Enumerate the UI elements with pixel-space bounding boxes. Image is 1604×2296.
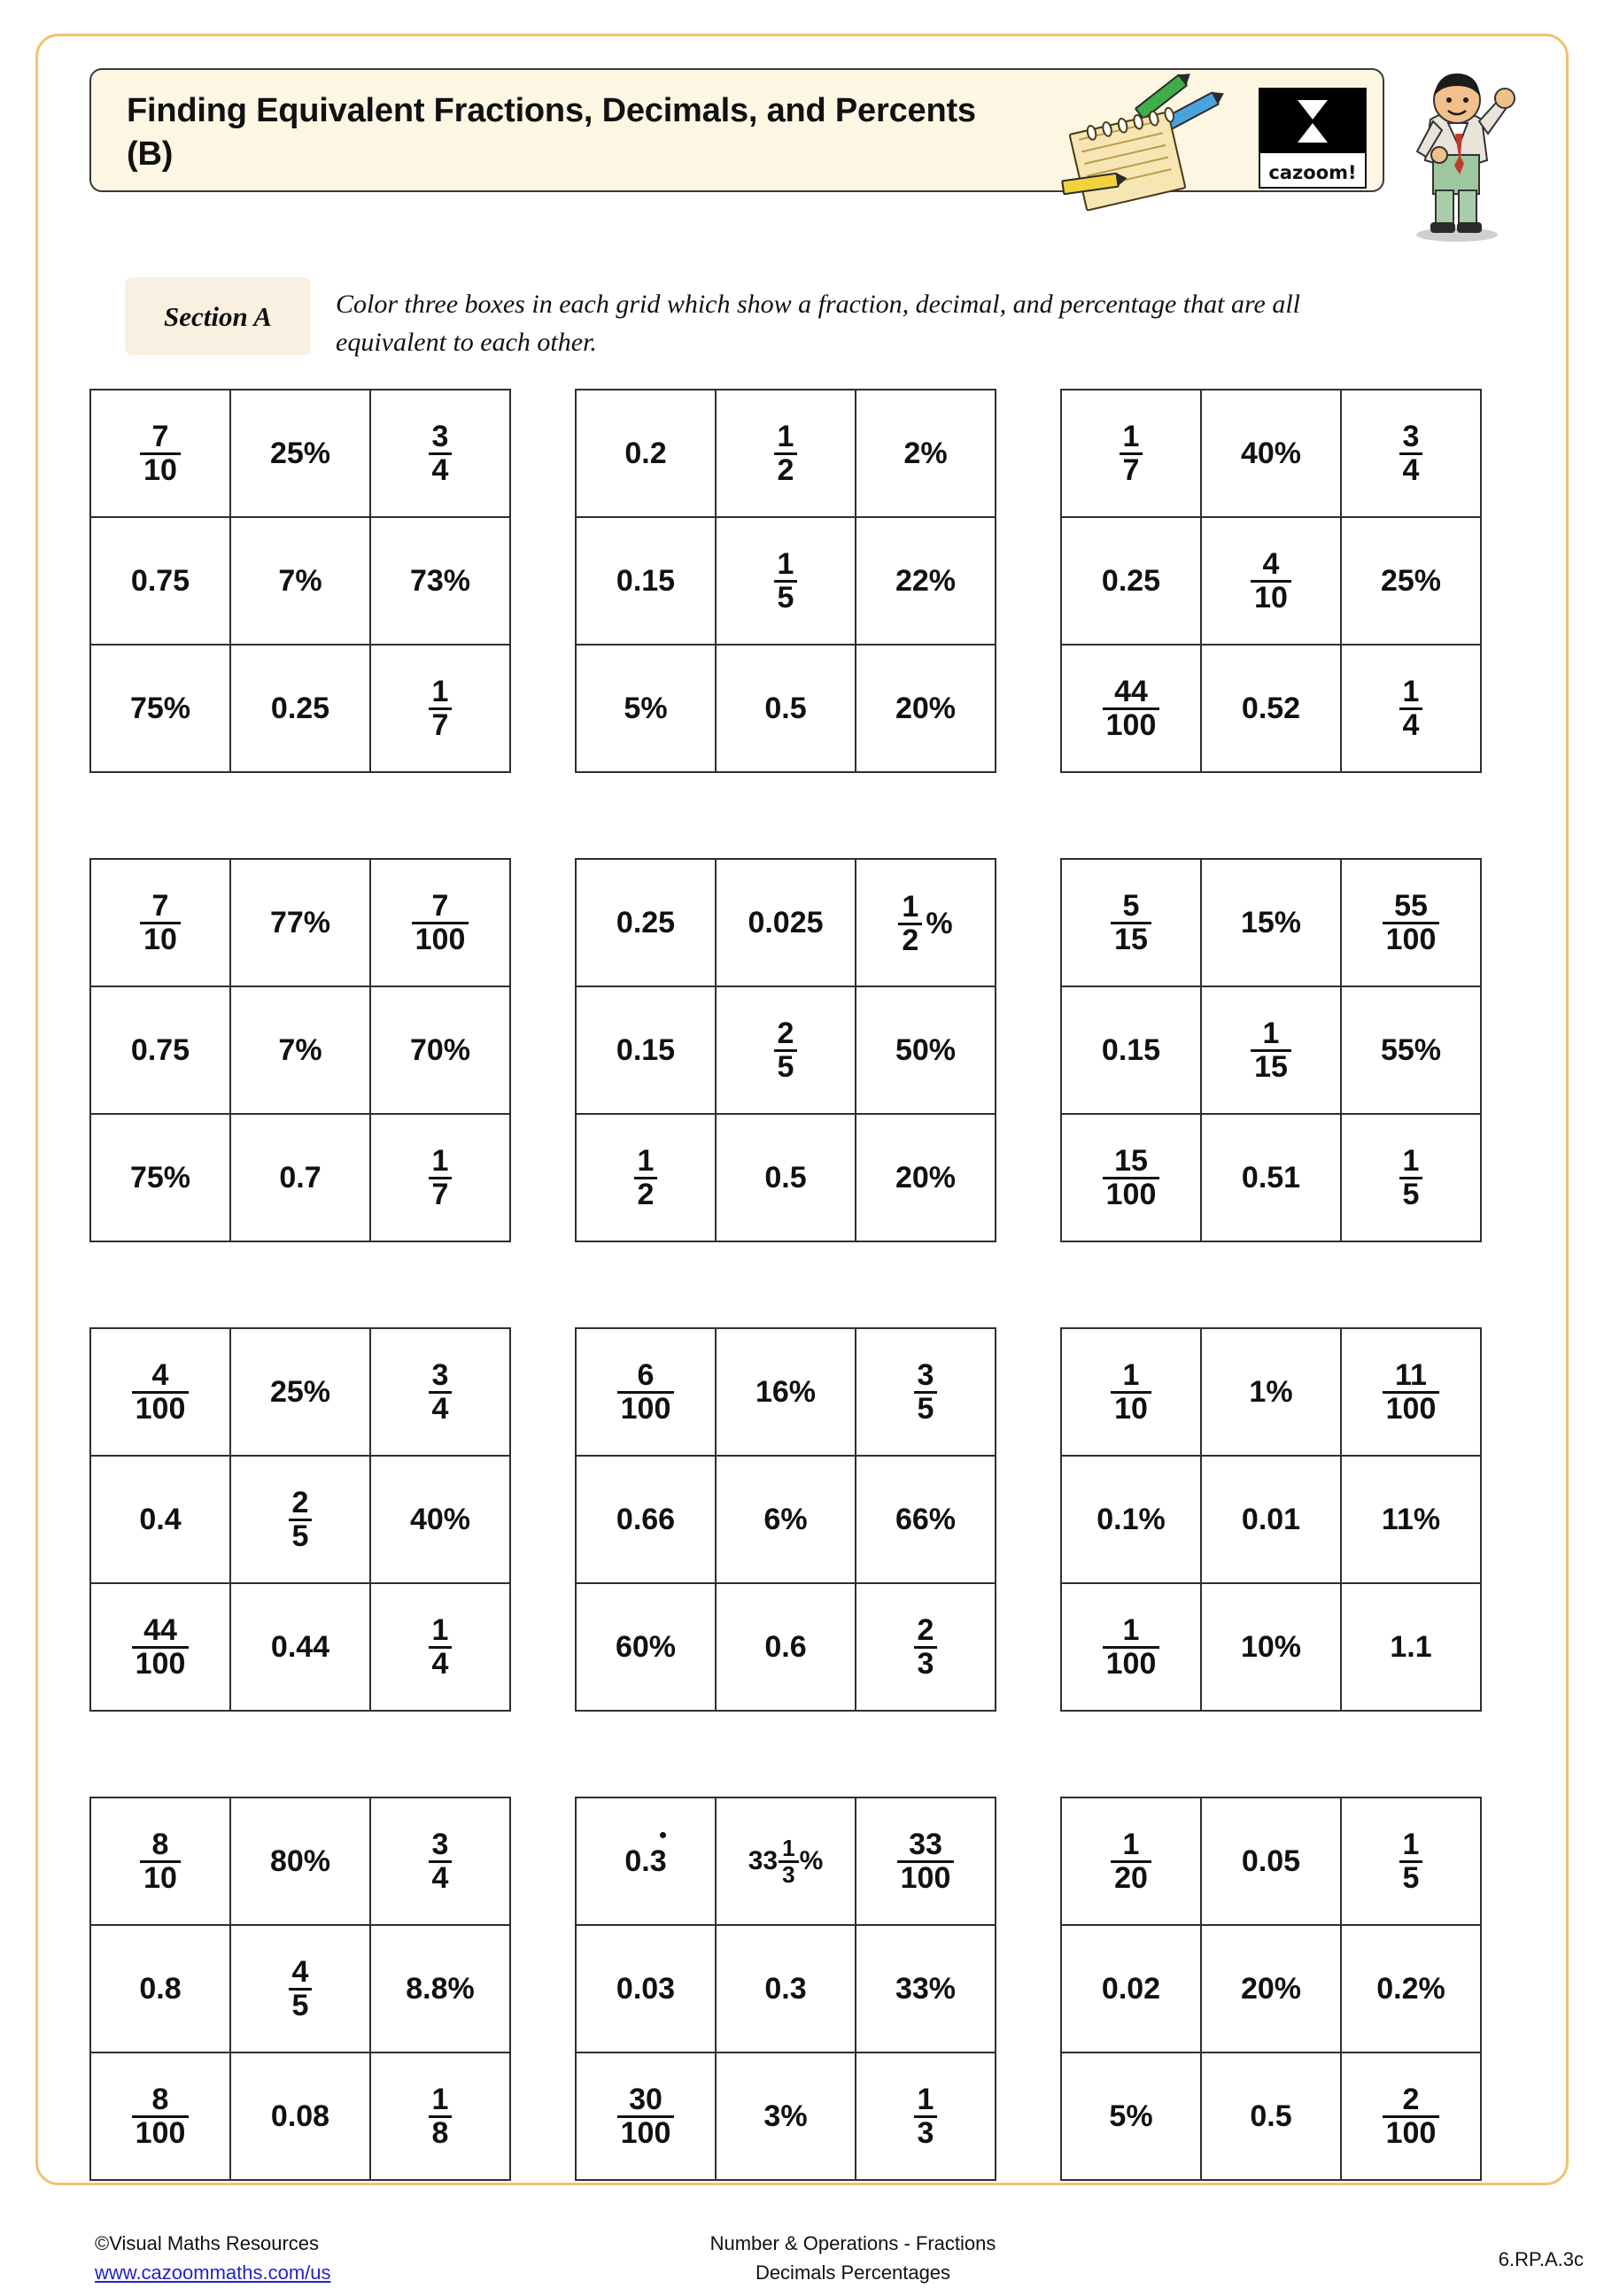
mixed-number-value: 33 $\frac{1}{3}$ % (748, 1834, 824, 1888)
grid-cell[interactable] (576, 1328, 716, 1456)
grid-cell[interactable] (230, 1456, 370, 1583)
cell-value: 40% (1240, 436, 1302, 470)
cell-value: 8.8% (406, 1971, 475, 2006)
worksheet-footer (74, 2229, 1604, 2296)
fraction-value: $\frac{1}{5}$ (1399, 1146, 1423, 1210)
grid-cell[interactable] (370, 1456, 510, 1583)
cell-value: 0.02 (1101, 1971, 1161, 2006)
grid-cell[interactable] (1061, 986, 1201, 1114)
cell-value: 20% (1240, 1971, 1302, 2006)
cell-value: 40% (409, 1502, 471, 1536)
fraction-value: $\frac{11}{100}$ (1383, 1360, 1440, 1424)
grid-cell[interactable] (856, 390, 996, 517)
fraction-value: $\frac{1}{8}$ (429, 2084, 453, 2148)
grid-cell[interactable] (1341, 986, 1481, 1114)
cell-value: 10% (1240, 1629, 1302, 1664)
grid-row (89, 1797, 1524, 2181)
fraction-value: $\frac{3}{4}$ (429, 421, 453, 485)
grid-cell[interactable] (576, 859, 716, 986)
grid-cell[interactable] (1341, 517, 1481, 645)
section-instruction: Color three boxes in each grid which show a fraction, decimal, and percentage that are all equivalent to each other. (336, 290, 1301, 357)
fraction-value: $\frac{1}{3}$ (914, 2084, 938, 2148)
grid-spacer (996, 1797, 1060, 2181)
grid-cell[interactable] (1341, 390, 1481, 517)
grid-cell[interactable] (1201, 859, 1341, 986)
grid-cell[interactable] (576, 390, 716, 517)
grid-cell[interactable] (370, 2052, 510, 2180)
cell-value: 55% (1380, 1032, 1442, 1067)
grid-cell[interactable] (230, 2052, 370, 2180)
grid-line (90, 1114, 510, 1241)
fraction-value: $\frac{1}{4}$ (1399, 676, 1423, 740)
grid-cell[interactable] (576, 1114, 716, 1241)
grid-line (1061, 1328, 1481, 1456)
cell-value: 1.1 (1390, 1629, 1432, 1664)
grid-cell[interactable] (90, 1328, 230, 1456)
grid-cell[interactable] (230, 1797, 370, 1925)
grid-line (1061, 1114, 1481, 1241)
cell-value: 70% (409, 1032, 471, 1067)
grid-row (89, 1327, 1524, 1712)
cell-value: 0.15 (1101, 1032, 1161, 1067)
cell-value: 0.5 (764, 1160, 807, 1194)
cell-value: 25% (269, 436, 331, 470)
grid-cell[interactable] (1341, 1925, 1481, 2052)
grid-line (1061, 859, 1481, 986)
grid-cell[interactable] (90, 1456, 230, 1583)
grid-cell[interactable] (90, 645, 230, 772)
grid-6 (1060, 858, 1482, 1242)
cell-value: 0.01 (1241, 1502, 1301, 1536)
fraction-value: $\frac{4}{10}$ (1251, 549, 1291, 613)
fraction-value: $\frac{2}{100}$ (1383, 2084, 1440, 2148)
grid-cell[interactable] (716, 1114, 856, 1241)
grid-cell[interactable] (1061, 645, 1201, 772)
grid-cell[interactable] (856, 517, 996, 645)
grid-cell[interactable] (1341, 1583, 1481, 1711)
grid-cell[interactable] (1341, 1456, 1481, 1583)
grid-cell[interactable] (576, 1925, 716, 2052)
cell-value: 0.6 (764, 1629, 807, 1664)
grid-line (90, 859, 510, 986)
grid-line (576, 645, 996, 772)
grid-spacer (511, 389, 575, 773)
grid-10 (89, 1797, 511, 2181)
grid-11 (575, 1797, 996, 2181)
grid-cell[interactable] (230, 645, 370, 772)
grid-cell[interactable] (716, 1456, 856, 1583)
grid-cell[interactable] (716, 1797, 856, 1925)
grid-cell[interactable] (856, 1114, 996, 1241)
worksheet-header (89, 68, 1384, 192)
footer-topic-line2: Decimals Percentages (755, 2261, 951, 2284)
grid-cell[interactable] (90, 1925, 230, 2052)
grid-cell[interactable] (1201, 986, 1341, 1114)
fraction-value: $\frac{1}{2}$ (774, 421, 798, 485)
fraction-value: $\frac{3}{4}$ (1399, 421, 1423, 485)
grid-cell[interactable] (856, 1797, 996, 1925)
cell-value: 77% (269, 905, 331, 939)
student-character-icon (1384, 66, 1526, 244)
grid-line (576, 1328, 996, 1456)
fraction-value: $\frac{3}{5}$ (914, 1360, 938, 1424)
fraction-value: $\frac{1}{20}$ (1111, 1829, 1151, 1893)
cell-value: 0.25 (270, 691, 330, 725)
recurring-decimal-value: 0.3 (624, 1844, 666, 1879)
cell-value: 0.52 (1241, 691, 1301, 725)
grid-cell[interactable] (370, 986, 510, 1114)
grid-cell[interactable] (230, 986, 370, 1114)
fraction-value: $\frac{44}{100}$ (132, 1615, 190, 1679)
grid-cell[interactable] (370, 517, 510, 645)
grid-line (90, 517, 510, 645)
grid-8 (575, 1327, 996, 1712)
grid-line (90, 390, 510, 517)
grid-2 (575, 389, 996, 773)
grid-line (576, 2052, 996, 2180)
fraction-value: $\frac{1}{15}$ (1251, 1018, 1291, 1082)
grid-cell[interactable] (230, 1583, 370, 1711)
cell-value: 3% (763, 2099, 808, 2133)
grid-line (90, 1456, 510, 1583)
cell-value: 0.15 (616, 563, 676, 598)
cell-value: 15% (1240, 905, 1302, 939)
grid-cell[interactable] (1061, 1797, 1201, 1925)
fraction-value: $\frac{6}{100}$ (617, 1360, 675, 1424)
grid-5 (575, 858, 996, 1242)
fraction-value: $\frac{15}{100}$ (1103, 1146, 1160, 1210)
grid-line (576, 1797, 996, 1925)
fraction-value: $\frac{1}{7}$ (429, 1146, 453, 1210)
grid-line (1061, 645, 1481, 772)
grid-cell[interactable] (856, 645, 996, 772)
grid-line (1061, 390, 1481, 517)
grid-cell[interactable] (1341, 2052, 1481, 2180)
cell-value: 80% (269, 1844, 331, 1878)
grid-line (90, 986, 510, 1114)
grid-cell[interactable] (1061, 2052, 1201, 2180)
fraction-value: $\frac{1}{7}$ (1120, 421, 1143, 485)
cell-value: 0.5 (1250, 2099, 1292, 2133)
fraction-value: $\frac{1}{10}$ (1111, 1360, 1151, 1424)
grid-line (90, 1583, 510, 1711)
fraction-value: $\frac{7}{10}$ (140, 421, 181, 485)
grid-line (1061, 1797, 1481, 1925)
cell-value: 0.75 (130, 563, 190, 598)
cell-value: 2% (903, 436, 948, 470)
cell-value: 0.44 (270, 1629, 330, 1664)
grid-9 (1060, 1327, 1482, 1712)
cell-value: 0.7 (279, 1160, 322, 1194)
cell-value: 0.25 (1101, 563, 1161, 598)
grid-12 (1060, 1797, 1482, 2181)
grid-cell[interactable] (716, 986, 856, 1114)
grid-line (576, 1925, 996, 2052)
fraction-value: $\frac{4}{5}$ (289, 1957, 313, 2021)
grid-cell[interactable] (716, 390, 856, 517)
grid-cell[interactable] (1061, 390, 1201, 517)
grid-line (1061, 1456, 1481, 1583)
cell-value: 5% (1109, 2099, 1153, 2133)
grid-spacer (996, 858, 1060, 1242)
cell-value: 0.1% (1096, 1502, 1166, 1536)
grid-cell[interactable] (370, 390, 510, 517)
cell-value: 7% (278, 563, 322, 598)
cell-value: 0.75 (130, 1032, 190, 1067)
fraction-value: $\frac{7}{10}$ (140, 891, 181, 955)
section-label-chip (125, 277, 311, 355)
grid-cell[interactable] (576, 1583, 716, 1711)
grid-line (576, 1456, 996, 1583)
grid-line (576, 1583, 996, 1711)
grid-cell[interactable] (576, 645, 716, 772)
grid-row (89, 389, 1524, 773)
fraction-value: $\frac{1}{2}$ (634, 1146, 658, 1210)
grid-cell[interactable] (856, 859, 996, 986)
grid-cell[interactable] (90, 1114, 230, 1241)
cell-value: 0.51 (1241, 1160, 1301, 1194)
grid-line (576, 390, 996, 517)
cazoom-logo (1259, 88, 1367, 189)
grid-cell[interactable] (370, 1797, 510, 1925)
cell-value: 25% (1380, 563, 1442, 598)
grid-line (90, 1925, 510, 2052)
cell-value: 73% (409, 563, 471, 598)
grid-7 (89, 1327, 511, 1712)
grid-3 (1060, 389, 1482, 773)
fraction-percent-value: $\frac{1}{2}$ % (898, 892, 952, 955)
grid-cell[interactable] (90, 1583, 230, 1711)
fraction-value: $\frac{2}{3}$ (914, 1615, 938, 1679)
fraction-value: $\frac{1}{5}$ (774, 549, 798, 613)
grid-spacer (511, 858, 575, 1242)
grid-cell[interactable] (90, 986, 230, 1114)
grid-cell[interactable] (1341, 1797, 1481, 1925)
grid-cell[interactable] (1061, 1114, 1201, 1241)
grid-line (90, 1797, 510, 1925)
grid-cell[interactable] (90, 859, 230, 986)
section-label: Section A (163, 301, 272, 332)
fraction-value: $\frac{3}{4}$ (429, 1829, 453, 1893)
cell-value: 22% (895, 563, 957, 598)
grid-cell[interactable] (716, 1925, 856, 2052)
cell-value: 5% (624, 691, 668, 725)
notepad-crayons-icon (1057, 77, 1251, 201)
grid-cell[interactable] (230, 390, 370, 517)
grid-cell[interactable] (856, 1328, 996, 1456)
fraction-value: $\frac{2}{5}$ (774, 1018, 798, 1082)
grid-cell[interactable] (1061, 1583, 1201, 1711)
grid-area (89, 389, 1524, 2266)
grid-cell[interactable] (90, 390, 230, 517)
cell-value: 0.2% (1376, 1971, 1445, 2006)
grid-cell[interactable] (370, 1583, 510, 1711)
grid-cell[interactable] (716, 1328, 856, 1456)
copyright-text: ©Visual Maths Resources (95, 2232, 320, 2254)
grid-spacer (996, 1327, 1060, 1712)
grid-cell[interactable] (1061, 1925, 1201, 2052)
grid-spacer (996, 389, 1060, 773)
grid-cell[interactable] (1201, 1797, 1341, 1925)
grid-cell[interactable] (1201, 390, 1341, 517)
grid-cell[interactable] (90, 2052, 230, 2180)
footer-topic-line1: Number & Operations - Fractions (709, 2232, 996, 2254)
cell-value: 0.03 (616, 1971, 676, 2006)
cell-value: 75% (129, 1160, 191, 1194)
grid-cell[interactable] (1341, 1114, 1481, 1241)
grid-cell[interactable] (1061, 859, 1201, 986)
grid-cell[interactable] (576, 2052, 716, 2180)
fraction-value: $\frac{33}{100}$ (897, 1829, 955, 1893)
fraction-value: $\frac{1}{4}$ (429, 1615, 453, 1679)
grid-cell[interactable] (230, 1925, 370, 2052)
grid-cell[interactable] (1201, 1583, 1341, 1711)
grid-cell[interactable] (856, 986, 996, 1114)
hourglass-icon (1260, 89, 1365, 153)
grid-cell[interactable] (230, 1328, 370, 1456)
cell-value: 0.66 (616, 1502, 676, 1536)
fraction-value: $\frac{4}{100}$ (132, 1360, 190, 1424)
grid-cell[interactable] (716, 645, 856, 772)
grid-cell[interactable] (576, 986, 716, 1114)
grid-cell[interactable] (230, 517, 370, 645)
cell-value: 66% (895, 1502, 957, 1536)
grid-line (576, 1114, 996, 1241)
grid-cell[interactable] (90, 517, 230, 645)
cell-value: 16% (755, 1374, 817, 1409)
grid-4 (89, 858, 511, 1242)
cell-value: 33% (895, 1971, 957, 2006)
cell-value: 20% (895, 691, 957, 725)
fraction-value: $\frac{1}{7}$ (429, 676, 453, 740)
grid-cell[interactable] (1341, 645, 1481, 772)
grid-cell[interactable] (856, 1456, 996, 1583)
cell-value: 25% (269, 1374, 331, 1409)
grid-cell[interactable] (716, 1583, 856, 1711)
section-bar (89, 277, 1507, 359)
page-title: Finding Equivalent Fractions, Decimals, and Percents (B) (127, 92, 976, 174)
fraction-value: $\frac{1}{5}$ (1399, 1829, 1423, 1893)
cell-value: 75% (129, 691, 191, 725)
cell-value: 20% (895, 1160, 957, 1194)
cell-value: 0.5 (764, 691, 807, 725)
worksheet-sheet (35, 34, 1584, 2284)
cell-value: 0.15 (616, 1032, 676, 1067)
grid-cell[interactable] (1201, 517, 1341, 645)
grid-cell[interactable] (1061, 517, 1201, 645)
grid-cell[interactable] (370, 1925, 510, 2052)
fraction-value: $\frac{55}{100}$ (1383, 891, 1440, 955)
grid-row (89, 858, 1524, 1242)
grid-cell[interactable] (1201, 1114, 1341, 1241)
grid-cell[interactable] (230, 1114, 370, 1241)
cell-value: 0.3 (764, 1971, 807, 2006)
cell-value: 0.05 (1241, 1844, 1301, 1878)
cell-value: 50% (895, 1032, 957, 1067)
grid-cell[interactable] (370, 645, 510, 772)
cell-value: 7% (278, 1032, 322, 1067)
grid-cell[interactable] (856, 2052, 996, 2180)
grid-line (576, 517, 996, 645)
cell-value: 0.4 (139, 1502, 182, 1536)
cell-value: 0.2 (624, 436, 667, 470)
grid-line (90, 1328, 510, 1456)
grid-cell[interactable] (230, 859, 370, 986)
grid-line (1061, 2052, 1481, 2180)
fraction-value: $\frac{3}{4}$ (429, 1360, 453, 1424)
grid-line (1061, 1583, 1481, 1711)
fraction-value: $\frac{2}{5}$ (289, 1488, 313, 1551)
grid-cell[interactable] (576, 1456, 716, 1583)
fraction-value: $\frac{8}{10}$ (140, 1829, 181, 1893)
grid-cell[interactable] (370, 859, 510, 986)
grid-cell[interactable] (1201, 1456, 1341, 1583)
fraction-value: $\frac{1}{100}$ (1103, 1615, 1160, 1679)
grid-line (576, 859, 996, 986)
grid-line (90, 2052, 510, 2180)
grid-cell[interactable] (1201, 1925, 1341, 2052)
cell-value: 60% (615, 1629, 677, 1664)
grid-cell[interactable] (1341, 1328, 1481, 1456)
grid-cell[interactable] (370, 1114, 510, 1241)
website-link[interactable]: www.cazoommaths.com/us (95, 2261, 331, 2284)
grid-cell[interactable] (716, 2052, 856, 2180)
grid-line (1061, 517, 1481, 645)
grid-cell[interactable] (1201, 1328, 1341, 1456)
cell-value: 0.25 (616, 905, 676, 939)
grid-cell[interactable] (856, 1925, 996, 2052)
grid-spacer (511, 1327, 575, 1712)
fraction-value: $\frac{8}{100}$ (132, 2084, 190, 2148)
grid-cell[interactable] (856, 1583, 996, 1711)
grid-cell[interactable] (1061, 1328, 1201, 1456)
grid-line (576, 986, 996, 1114)
cell-value: 11% (1381, 1502, 1441, 1536)
grid-cell[interactable] (370, 1328, 510, 1456)
grid-cell[interactable] (716, 517, 856, 645)
grid-line (1061, 986, 1481, 1114)
grid-1 (89, 389, 511, 773)
fraction-value: $\frac{5}{15}$ (1111, 891, 1151, 955)
grid-cell[interactable] (1201, 645, 1341, 772)
grid-line (90, 645, 510, 772)
fraction-value: $\frac{30}{100}$ (617, 2084, 675, 2148)
grid-cell[interactable] (1341, 859, 1481, 986)
grid-cell[interactable] (576, 517, 716, 645)
standard-code: 6.RP.A.3c (1498, 2248, 1584, 2270)
grid-cell[interactable] (90, 1797, 230, 1925)
cell-value: 1% (1249, 1374, 1293, 1409)
grid-cell[interactable] (716, 859, 856, 986)
grid-cell[interactable] (576, 1797, 716, 1925)
fraction-value: $\frac{7}{100}$ (412, 891, 469, 955)
fraction-value: $\frac{44}{100}$ (1103, 676, 1160, 740)
logo-text: cazoom! (1268, 162, 1357, 183)
grid-cell[interactable] (1201, 2052, 1341, 2180)
grid-cell[interactable] (1061, 1456, 1201, 1583)
grid-spacer (511, 1797, 575, 2181)
cell-value: 0.8 (139, 1971, 182, 2006)
grid-line (1061, 1925, 1481, 2052)
cell-value: 6% (763, 1502, 808, 1536)
cell-value: 0.08 (270, 2099, 330, 2133)
cell-value: 0.025 (748, 905, 824, 939)
